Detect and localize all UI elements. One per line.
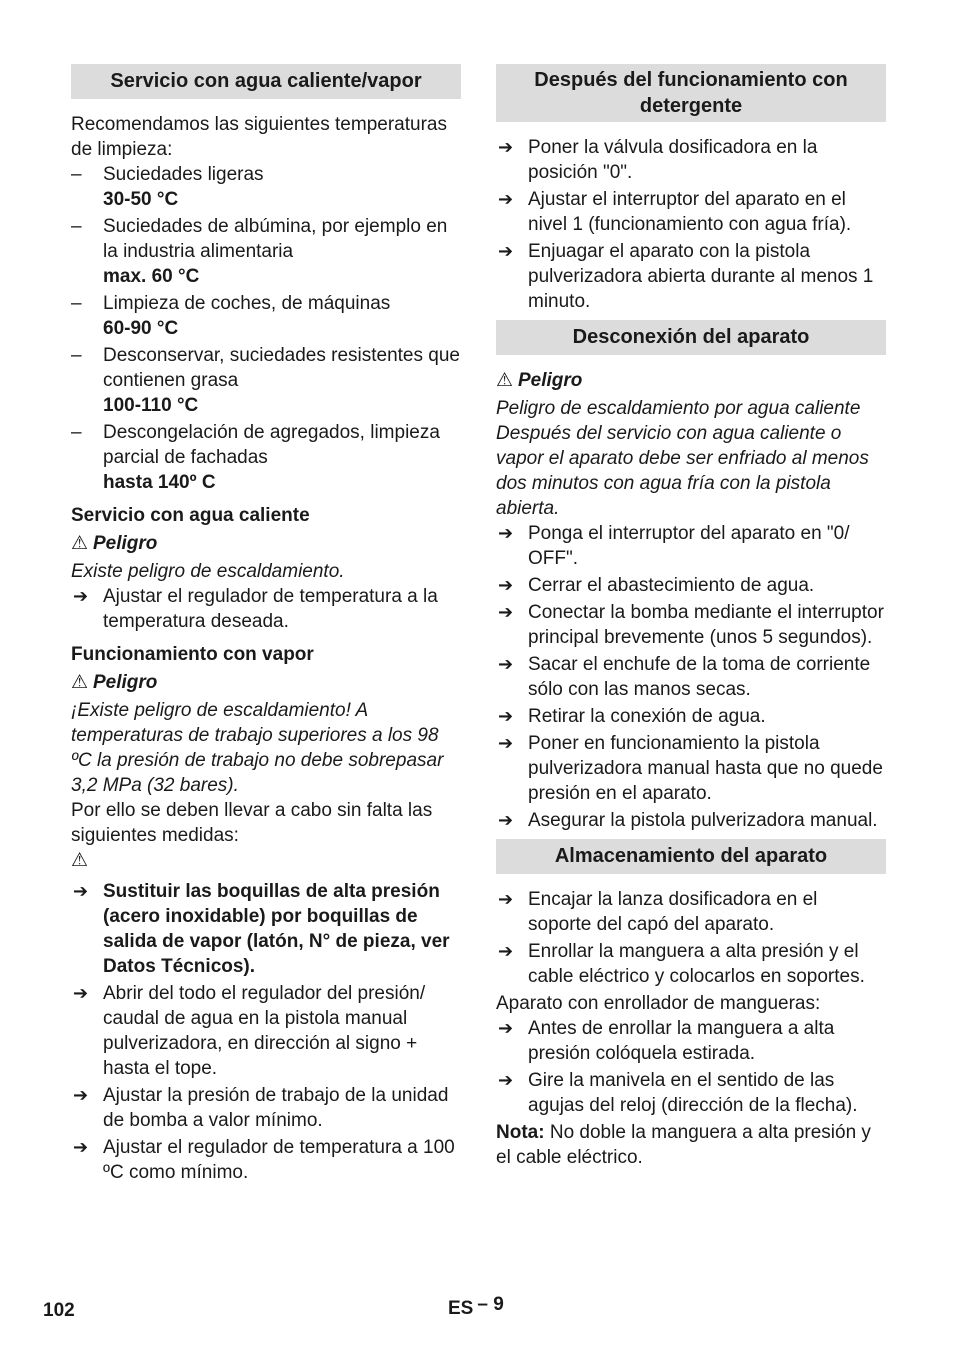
note-label: Nota: bbox=[496, 1122, 545, 1143]
arrow-right-icon: ➔ bbox=[498, 137, 514, 157]
list-item: – Descongelación de agregados, limpieza parcial de fachadas bbox=[71, 420, 461, 470]
temperature-value: 30-50 °C bbox=[103, 189, 179, 210]
step-text: Ajustar la presión de trabajo de la unidad de bomba a valor mínimo. bbox=[103, 1085, 449, 1131]
arrow-right-icon: ➔ bbox=[73, 586, 89, 606]
warning-text: Peligro de escaldamiento por agua caliente Después del servicio con agua caliente o vapor el aparato debe ser enfriado al menos dos minutos con agua fría con la pistola abierta. bbox=[496, 398, 869, 519]
subsection-title: Servicio con agua caliente bbox=[71, 505, 310, 526]
list-item: – Suciedades de albúmina, por ejemplo en la industria alimentaria bbox=[71, 214, 461, 264]
arrow-right-icon: ➔ bbox=[498, 1070, 514, 1090]
step-text: Poner la válvula dosificadora en la posición "0". bbox=[528, 137, 818, 183]
left-column bbox=[71, 64, 461, 1187]
arrow-right-icon: ➔ bbox=[498, 602, 514, 622]
arrow-right-icon: ➔ bbox=[498, 1018, 514, 1038]
warning-heading bbox=[71, 531, 461, 556]
step-text: Ponga el interruptor del aparato en "0/ OFF". bbox=[528, 523, 850, 569]
list-item: – Suciedades ligeras bbox=[71, 162, 461, 187]
step-text: Retirar la conexión de agua. bbox=[528, 706, 766, 727]
list-item: – Limpieza de coches, de máquinas bbox=[71, 291, 461, 316]
step-item bbox=[71, 1083, 461, 1133]
page-number: 102 bbox=[43, 1300, 75, 1321]
arrow-right-icon: ➔ bbox=[498, 706, 514, 726]
subsection-title: Funcionamiento con vapor bbox=[71, 644, 314, 665]
step-item bbox=[496, 887, 886, 937]
step-item bbox=[496, 135, 886, 185]
step-text: Asegurar la pistola pulverizadora manual. bbox=[528, 810, 878, 831]
intro-text: Recomendamos las siguientes temperaturas de limpieza: bbox=[71, 114, 447, 160]
warning-text: ¡Existe peligro de escaldamiento! A temperaturas de trabajo superiores a los 98 ºC la presión de trabajo no debe sobrepasar 3,2 MPa (32 bares). bbox=[71, 700, 444, 796]
step-text: Poner en funcionamiento la pistola pulverizadora manual hasta que no quede presión en el aparato. bbox=[528, 733, 883, 804]
step-text: Enjuagar el aparato con la pistola pulverizadora abierta durante al menos 1 minuto. bbox=[528, 241, 874, 312]
warning-triangle-icon: ⚠ bbox=[71, 672, 89, 693]
step-item bbox=[71, 981, 461, 1081]
step-text: Gire la manivela en el sentido de las agujas del reloj (dirección de la flecha). bbox=[528, 1070, 858, 1116]
arrow-right-icon: ➔ bbox=[498, 189, 514, 209]
warning-triangle-icon: ⚠ bbox=[71, 533, 89, 554]
note-paragraph bbox=[496, 1120, 886, 1170]
step-item bbox=[496, 1068, 886, 1118]
right-column bbox=[496, 64, 886, 1170]
warning-triangle-icon: ⚠ bbox=[71, 850, 89, 871]
warning-label: Peligro bbox=[93, 672, 158, 693]
step-text: Conectar la bomba mediante el interruptor principal brevemente (unos 5 segundos). bbox=[528, 602, 884, 648]
warning-text: Existe peligro de escaldamiento. bbox=[71, 561, 345, 582]
step-item bbox=[496, 939, 886, 989]
warning-label: Peligro bbox=[93, 533, 158, 554]
step-item bbox=[496, 187, 886, 237]
temperature-value: 60-90 °C bbox=[103, 318, 179, 339]
step-item bbox=[496, 731, 886, 806]
warning-label: Peligro bbox=[518, 370, 583, 391]
language-code: ES bbox=[448, 1298, 474, 1319]
step-text: Ajustar el regulador de temperatura a la temperatura deseada. bbox=[103, 586, 438, 632]
section-header: Servicio con agua caliente/vapor bbox=[71, 64, 461, 99]
arrow-right-icon: ➔ bbox=[498, 810, 514, 830]
step-text: Sustituir las boquillas de alta presión (acero inoxidable) por boquillas de salida de vapor (latón, N° de pieza, ver Datos Técnicos). bbox=[103, 881, 450, 977]
step-text: Ajustar el interruptor del aparato en el nivel 1 (funcionamiento con agua fría). bbox=[528, 189, 852, 235]
temperature-value: hasta 140º C bbox=[103, 472, 216, 493]
page-footer-code bbox=[448, 1296, 504, 1321]
step-item bbox=[496, 1016, 886, 1066]
sub-page-number: – 9 bbox=[477, 1294, 504, 1315]
step-item bbox=[496, 600, 886, 650]
step-item bbox=[496, 239, 886, 314]
arrow-right-icon: ➔ bbox=[73, 881, 89, 901]
step-item bbox=[496, 652, 886, 702]
arrow-right-icon: ➔ bbox=[498, 654, 514, 674]
step-item bbox=[496, 808, 886, 833]
temperature-value: 100-110 °C bbox=[103, 395, 199, 416]
step-text: Antes de enrollar la manguera a alta presión colóquela estirada. bbox=[528, 1018, 835, 1064]
arrow-right-icon: ➔ bbox=[498, 889, 514, 909]
step-item bbox=[496, 521, 886, 571]
note-text: No doble la manguera a alta presión y el cable eléctrico. bbox=[496, 1122, 871, 1168]
section-header: Almacenamiento del aparato bbox=[496, 839, 886, 874]
step-text: Abrir del todo el regulador del presión/ caudal de agua en la pistola manual pulverizadora, en dirección al signo + hasta el tope. bbox=[103, 983, 426, 1079]
arrow-right-icon: ➔ bbox=[73, 983, 89, 1003]
step-text: Sacar el enchufe de la toma de corriente sólo con las manos secas. bbox=[528, 654, 871, 700]
warning-heading bbox=[71, 670, 461, 695]
warning-triangle-icon: ⚠ bbox=[496, 370, 514, 391]
step-item bbox=[496, 573, 886, 598]
arrow-right-icon: ➔ bbox=[498, 523, 514, 543]
step-text: Cerrar el abastecimiento de agua. bbox=[528, 575, 815, 596]
note-text: Por ello se deben llevar a cabo sin falta las siguientes medidas: bbox=[71, 800, 433, 846]
arrow-right-icon: ➔ bbox=[498, 575, 514, 595]
step-item bbox=[71, 584, 461, 634]
step-item bbox=[496, 704, 886, 729]
arrow-right-icon: ➔ bbox=[73, 1137, 89, 1157]
arrow-right-icon: ➔ bbox=[73, 1085, 89, 1105]
section-header: Después del funcionamiento con detergente bbox=[496, 64, 886, 122]
section-header: Desconexión del aparato bbox=[496, 320, 886, 355]
step-text: Enrollar la manguera a alta presión y el cable eléctrico y colocarlos en soportes. bbox=[528, 941, 865, 987]
step-text: Ajustar el regulador de temperatura a 100 ºC como mínimo. bbox=[103, 1137, 455, 1183]
arrow-right-icon: ➔ bbox=[498, 941, 514, 961]
arrow-right-icon: ➔ bbox=[498, 733, 514, 753]
temperature-value: max. 60 °C bbox=[103, 266, 200, 287]
step-text: Encajar la lanza dosificadora en el soporte del capó del aparato. bbox=[528, 889, 818, 935]
list-item: – Desconservar, suciedades resistentes que contienen grasa bbox=[71, 343, 461, 393]
step-item bbox=[71, 879, 461, 979]
arrow-right-icon: ➔ bbox=[498, 241, 514, 261]
warning-heading bbox=[496, 368, 886, 393]
reel-intro: Aparato con enrollador de mangueras: bbox=[496, 993, 821, 1014]
step-item bbox=[71, 1135, 461, 1185]
